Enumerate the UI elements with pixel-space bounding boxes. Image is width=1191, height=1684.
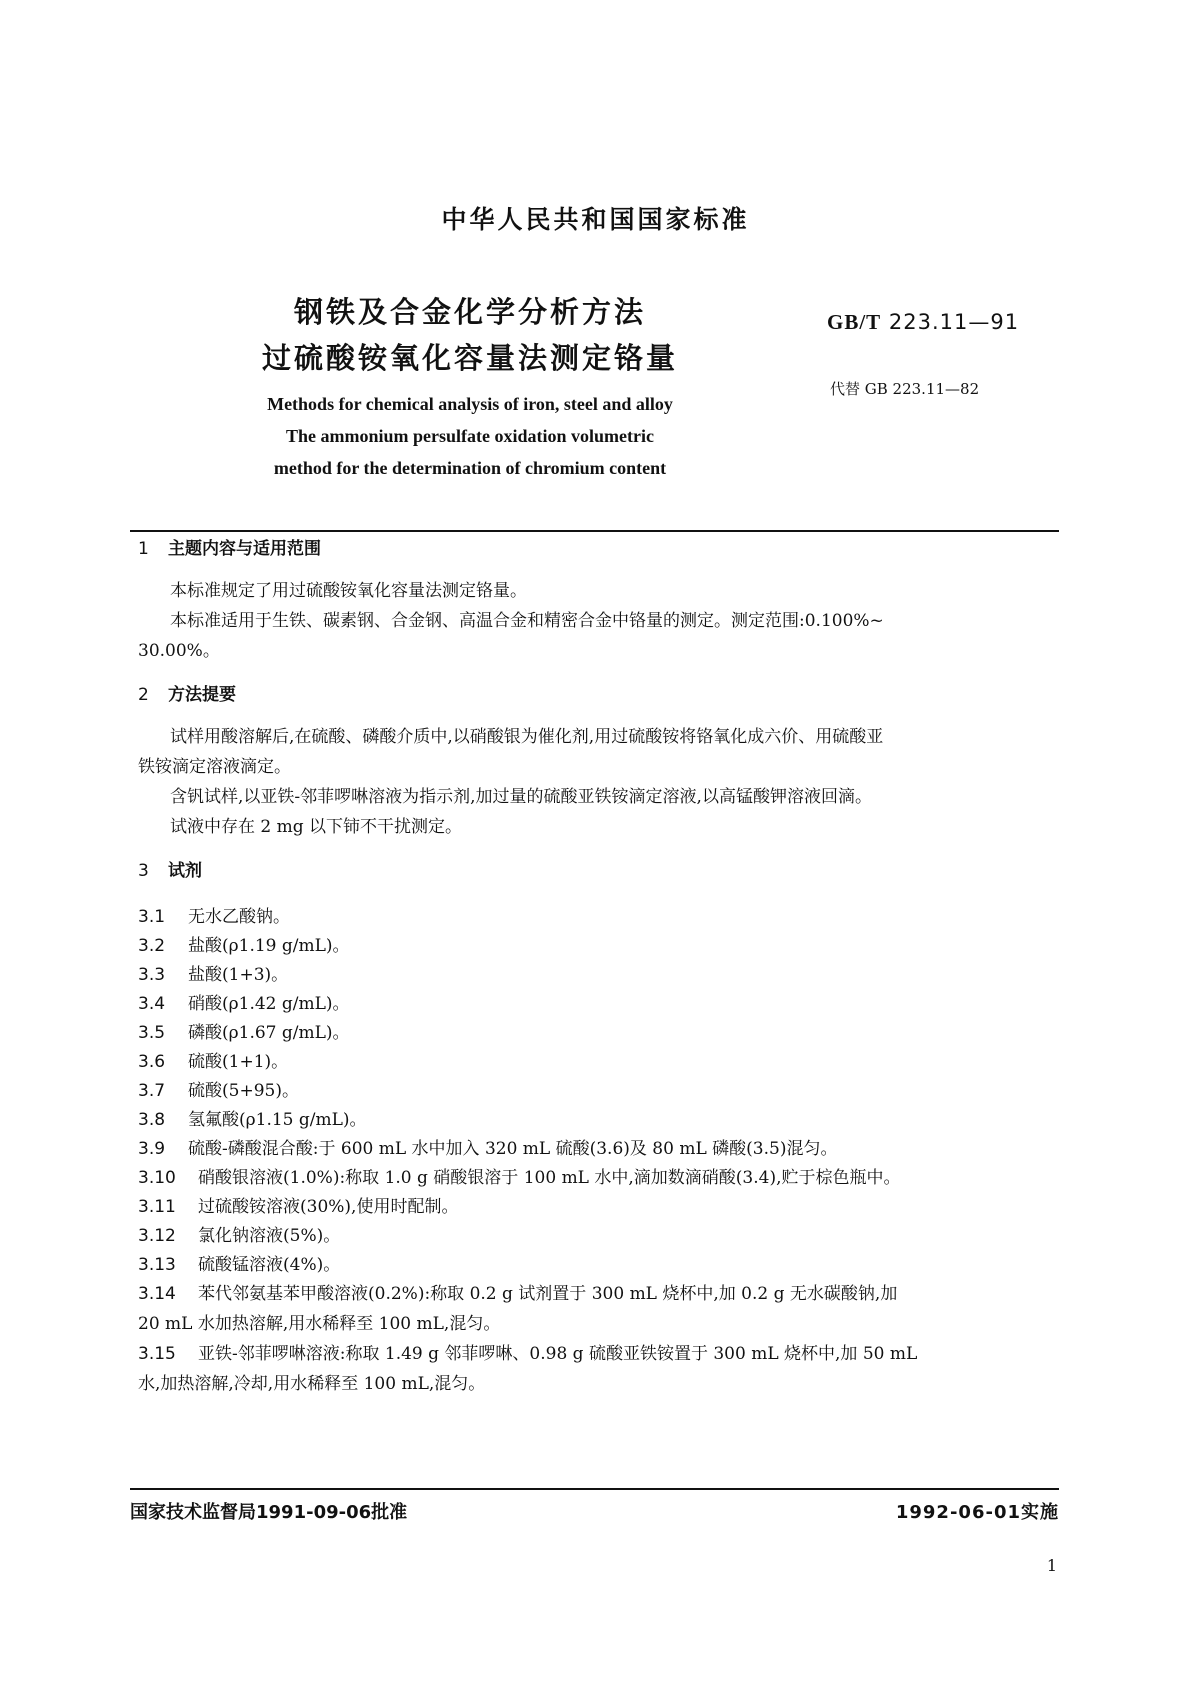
- item-text: 磷酸(ρ1.67 g/mL)。: [188, 1023, 350, 1043]
- standard-number: 223.11—91: [888, 310, 1020, 334]
- section-title: 主题内容与适用范围: [168, 539, 321, 559]
- section-number: 2: [138, 685, 149, 705]
- reagent-item: [138, 989, 350, 1014]
- reagent-item: [138, 1076, 299, 1101]
- reagent-item: [138, 1047, 288, 1072]
- item-text: 盐酸(ρ1.19 g/mL)。: [188, 936, 350, 956]
- item-number: 3.5: [138, 1023, 166, 1043]
- item-number: 3.1: [138, 907, 166, 927]
- reagent-item: [138, 1250, 340, 1275]
- reagent-item: [138, 1221, 340, 1246]
- reagent-item: [138, 1192, 458, 1217]
- item-text: 苯代邻氨基苯甲酸溶液(0.2%):称取 0.2 g 试剂置于 300 mL 烧杯中,加 0.2 g 无水碳酸钠,加: [198, 1284, 898, 1304]
- title-en-line2: The ammonium persulfate oxidation volumetric: [286, 426, 654, 446]
- item-number: 3.4: [138, 994, 166, 1014]
- paragraph: 试液中存在 2 mg 以下铈不干扰测定。: [170, 817, 463, 837]
- footer-divider: [130, 1488, 1059, 1490]
- section-number: 1: [138, 539, 149, 559]
- paragraph: 本标准适用于生铁、碳素钢、合金钢、高温合金和精密合金中铬量的测定。测定范围:0.100%~: [170, 611, 884, 631]
- paragraph-continuation: 30.00%。: [138, 641, 220, 661]
- item-text: 氯化钠溶液(5%)。: [198, 1226, 341, 1246]
- paragraph: 本标准规定了用过硫酸铵氧化容量法测定铬量。: [170, 581, 527, 601]
- reagent-item: [138, 1018, 350, 1043]
- effective-date: 1992-06-01实施: [895, 1502, 1059, 1523]
- paragraph: 试样用酸溶解后,在硫酸、磷酸介质中,以硝酸银为催化剂,用过硫酸铵将铬氧化成六价、用硫酸亚: [170, 727, 884, 747]
- item-number: 3.6: [138, 1052, 166, 1072]
- reagent-item: [138, 1163, 901, 1188]
- reagent-item: [138, 960, 288, 985]
- item-number: 3.15: [138, 1344, 176, 1364]
- approval-date: 国家技术监督局1991-09-06批准: [130, 1502, 408, 1523]
- item-text: 硫酸锰溶液(4%)。: [198, 1255, 341, 1275]
- page-number: 1: [1046, 1556, 1057, 1575]
- standard-prefix: GB/T: [827, 310, 882, 334]
- item-text: 硫酸(5+95)。: [188, 1081, 299, 1101]
- item-text: 盐酸(1+3)。: [188, 965, 289, 985]
- reagent-item: [138, 931, 350, 956]
- national-standard-heading: 中华人民共和国国家标准: [441, 205, 750, 234]
- reagent-item: [138, 1105, 367, 1130]
- title-en-line1: Methods for chemical analysis of iron, steel and alloy: [267, 394, 673, 414]
- item-number: 3.13: [138, 1255, 176, 1275]
- item-text: 硝酸(ρ1.42 g/mL)。: [188, 994, 350, 1014]
- title-cn-line1: 钢铁及合金化学分析方法: [293, 295, 646, 329]
- item-number: 3.8: [138, 1110, 166, 1130]
- section-3-heading: [138, 856, 202, 881]
- section-title: 方法提要: [168, 685, 236, 705]
- section-title: 试剂: [168, 861, 202, 881]
- item-text: 硝酸银溶液(1.0%):称取 1.0 g 硝酸银溶于 100 mL 水中,滴加数滴硝酸(3.4),贮于棕色瓶中。: [198, 1168, 901, 1188]
- item-number: 3.7: [138, 1081, 166, 1101]
- item-text: 亚铁-邻菲啰啉溶液:称取 1.49 g 邻菲啰啉、0.98 g 硫酸亚铁铵置于 300 mL 烧杯中,加 50 mL: [198, 1344, 918, 1364]
- item-number: 3.3: [138, 965, 166, 985]
- item-number: 3.11: [138, 1197, 176, 1217]
- item-continuation: 20 mL 水加热溶解,用水稀释至 100 mL,混匀。: [138, 1314, 501, 1334]
- header-divider: [130, 530, 1059, 532]
- item-text: 硫酸(1+1)。: [188, 1052, 289, 1072]
- item-number: 3.12: [138, 1226, 176, 1246]
- paragraph-continuation: 铁铵滴定溶液滴定。: [138, 757, 291, 777]
- title-en-line3: method for the determination of chromium content: [273, 458, 667, 478]
- item-text: 氢氟酸(ρ1.15 g/mL)。: [188, 1110, 367, 1130]
- replaces-standard: 代替 GB 223.11—82: [830, 380, 980, 398]
- item-text: 无水乙酸钠。: [188, 907, 290, 927]
- reagent-item: [138, 1134, 837, 1159]
- section-1-heading: [138, 534, 321, 559]
- item-number: 3.14: [138, 1284, 176, 1304]
- item-number: 3.9: [138, 1139, 166, 1159]
- item-text: 过硫酸铵溶液(30%),使用时配制。: [198, 1197, 459, 1217]
- reagent-item: [138, 1339, 917, 1364]
- item-continuation: 水,加热溶解,冷却,用水稀释至 100 mL,混匀。: [138, 1374, 486, 1394]
- item-number: 3.2: [138, 936, 166, 956]
- title-cn-line2: 过硫酸铵氧化容量法测定铬量: [261, 341, 678, 375]
- reagent-item: [138, 1279, 897, 1304]
- item-number: 3.10: [138, 1168, 176, 1188]
- item-text: 硫酸-磷酸混合酸:于 600 mL 水中加入 320 mL 硫酸(3.6)及 80 mL 磷酸(3.5)混匀。: [188, 1139, 838, 1159]
- standard-code: [827, 310, 1019, 335]
- paragraph: 含钒试样,以亚铁-邻菲啰啉溶液为指示剂,加过量的硫酸亚铁铵滴定溶液,以高锰酸钾溶液回滴。: [170, 787, 872, 807]
- section-2-heading: [138, 680, 236, 705]
- section-number: 3: [138, 861, 149, 881]
- reagent-item: [138, 902, 290, 927]
